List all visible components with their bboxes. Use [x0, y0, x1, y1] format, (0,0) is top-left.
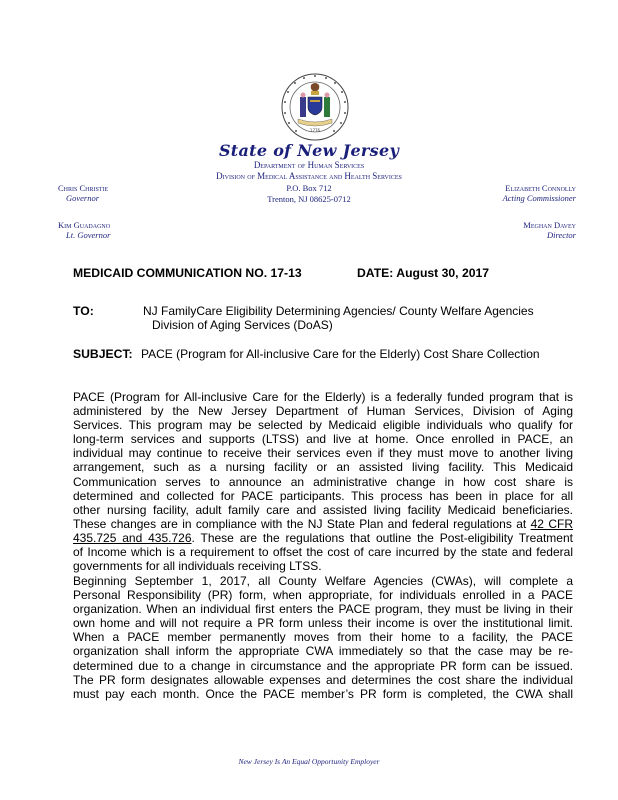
- cfr-link[interactable]: 435.725 and 435.726: [73, 530, 192, 545]
- paragraph-line: long-term services and supports (LTSS) and live at home. Once enrolled in PACE, an: [73, 432, 573, 447]
- paragraph-text: . These are the regulations that outline the Post-eligibility Treatment: [191, 530, 573, 545]
- to-label: TO:: [73, 304, 94, 318]
- paragraph-line: administered by the New Jersey Department of Human Services, Division of Aging: [73, 404, 573, 419]
- footer-text: New Jersey Is An Equal Opportunity Employer: [238, 757, 380, 766]
- paragraph-line: own home and will not require a PR form unless their income is over the institutional limit.: [73, 616, 573, 631]
- director-name: Meghan Davey: [523, 220, 576, 230]
- po-box: P.O. Box 712: [286, 183, 332, 193]
- lt-governor-title: Lt. Governor: [66, 230, 111, 240]
- communication-number: MEDICAID COMMUNICATION NO. 17-13: [73, 266, 302, 280]
- paragraph-line: must pay each month. Once the PACE member’s PR form is completed, the CWA shall: [73, 686, 573, 701]
- paragraph-line: The PR form designates allowable expenses and determines the cost share the individual: [73, 672, 573, 687]
- paragraph-2: [73, 574, 573, 701]
- commissioner-block: [503, 183, 576, 203]
- paragraph-line: Personal Responsibility (PR) form, when appropriate, for individuals enrolled in a PACE: [73, 588, 573, 603]
- paragraph-line: When a PACE member permanently moves from their home to a facility, the PACE: [73, 630, 573, 645]
- city-zip: Trenton, NJ 08625-0712: [267, 194, 351, 204]
- state-seal-icon: [280, 72, 350, 142]
- paragraph-line: PACE (Program for All-inclusive Care for the Elderly) is a federally funded program that is: [73, 390, 573, 404]
- paragraph-line: organization shall inform the appropriate CWA immediately so that the case may be re-: [73, 644, 573, 659]
- paragraph-line: other nursing facility, adult family care and assisted living facility Medicaid beneficiaries.: [73, 502, 573, 517]
- paragraph-line: [73, 517, 573, 531]
- to-recipient-line-1: NJ FamilyCare Eligibility Determining Agencies/ County Welfare Agencies: [143, 304, 534, 318]
- to-recipient-line-2: Division of Aging Services (DoAS): [152, 318, 333, 332]
- subject-text: PACE (Program for All-inclusive Care for the Elderly) Cost Share Collection: [141, 347, 540, 361]
- governor-title: Governor: [66, 193, 100, 203]
- director-block: [523, 220, 576, 240]
- commissioner-name: Elizabeth Connolly: [505, 183, 576, 193]
- paragraph-line: [73, 531, 573, 545]
- lt-governor-block: [58, 220, 110, 240]
- paragraph-line: Beginning September 1, 2017, all County Welfare Agencies (CWAs), will complete a: [73, 574, 573, 588]
- state-title: State of New Jersey: [218, 141, 400, 160]
- department-name: Department of Human Services: [253, 160, 365, 170]
- governor-block: [58, 183, 108, 203]
- paragraph-text: These changes are in compliance with the NJ State Plan and federal regulations at: [73, 516, 531, 531]
- paragraph-line: governments for all individuals receiving LTSS.: [73, 559, 322, 574]
- paragraph-line: of Income which is a requirement to offset the cost of care incurred by the state and federal: [73, 545, 573, 560]
- paragraph-line: determined and collected for PACE participants. This process has been in place for all: [73, 488, 573, 503]
- paragraph-line: organization. When an individual first enters the PACE program, they must be living in their: [73, 602, 573, 617]
- paragraph-line: Services. This program may be selected by Medicaid eligible individuals who qualify for: [73, 418, 573, 433]
- paragraph-line: determined due to a change in circumstance and the appropriate PR form can be issued.: [73, 658, 573, 673]
- cfr-link[interactable]: 42 CFR: [530, 516, 574, 531]
- subject-label: SUBJECT:: [73, 347, 133, 361]
- commissioner-title: Acting Commissioner: [502, 193, 576, 203]
- governor-name: Chris Christie: [58, 183, 109, 193]
- lt-governor-name: Kim Guadagno: [58, 220, 111, 230]
- division-name: Division of Medical Assistance and Health Services: [216, 171, 402, 181]
- paragraph-1: [73, 390, 573, 573]
- director-title: Director: [547, 230, 576, 240]
- paragraph-line: individual may continue to receive their services even if they must move to another living: [73, 446, 573, 461]
- communication-date: DATE: August 30, 2017: [357, 266, 490, 280]
- paragraph-line: arrangement, such as a nursing facility or an assisted living facility. This Medicaid: [73, 460, 573, 475]
- paragraph-line: Communication serves to announce an administrative change in how cost share is: [73, 474, 573, 489]
- svg-text:1776: 1776: [309, 128, 321, 133]
